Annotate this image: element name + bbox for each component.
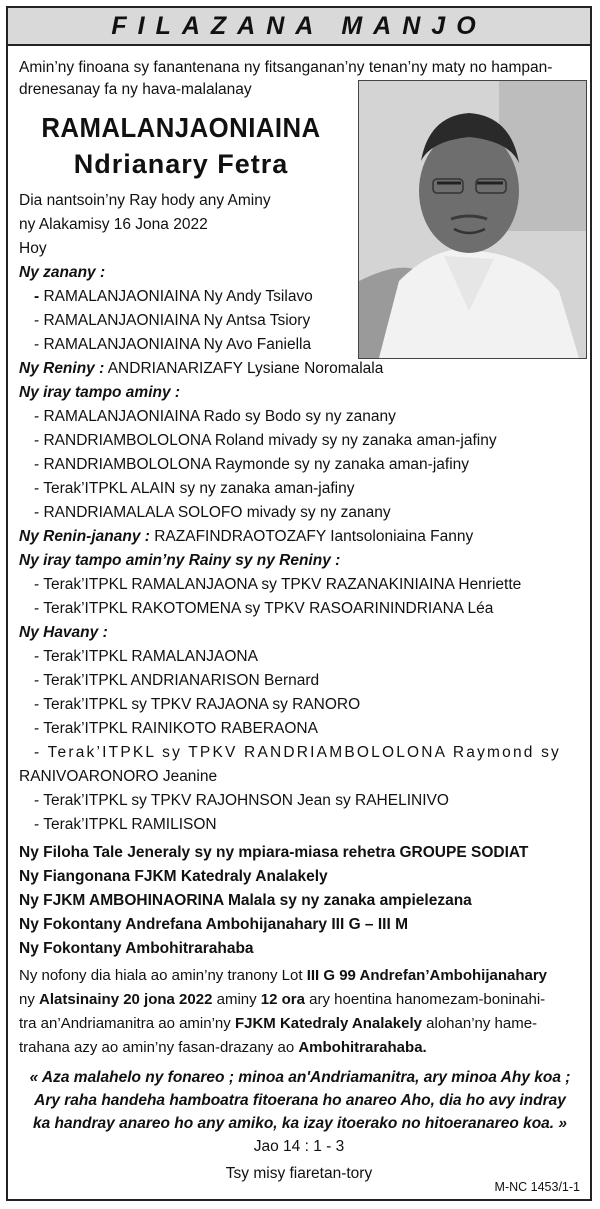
organization-line: Ny Fokontany Ambohitrarahaba xyxy=(19,940,254,957)
announcement-header: FILAZANA MANJO xyxy=(8,8,590,46)
bible-quote-line-2: Ary raha handeha hamboatra fitoerana ho anareo Aho, dia ho avy indray xyxy=(34,1092,566,1109)
sibling-item: - Terak’ITPKL ALAIN sy ny zanaka aman-jafiny xyxy=(34,480,355,497)
parents-sibling-item: - Terak’ITPKL RAKOTOMENA sy TPKV RASOARININDRIANA Léa xyxy=(34,600,494,617)
no-flowers-note: Tsy misy fiaretan-tory xyxy=(225,1165,373,1182)
funeral-line-2: ny Alatsinainy 20 jona 2022 aminy 12 ora ary hoentina hanomezam-boninahi- xyxy=(19,991,546,1008)
organization-line: Ny FJKM AMBOHINAORINA Malala sy ny zanaka ampielezana xyxy=(19,892,472,909)
bible-quote-line-3: ka handray anareo ho any amiko, ka izay itoerako no hitoeranareo koa. » xyxy=(32,1115,568,1132)
relative-item: - Terak’ITPKL ANDRIANARISON Bernard xyxy=(34,672,320,689)
sibling-item: - RANDRIAMBOLOLONA Roland mivady sy ny zanaka aman-jafiny xyxy=(34,432,497,449)
organization-line: Ny Fiangonana FJKM Katedraly Analakely xyxy=(19,868,328,885)
funeral-line-1: Ny nofony dia hiala ao amin’ny tranony Lot III G 99 Andrefan’Ambohijanahary xyxy=(19,967,548,984)
ad-code: M-NC 1453/1-1 xyxy=(494,1180,580,1194)
intro-line-2: drenesanay fa ny hava-malalanay xyxy=(19,81,252,98)
relative-item: - Terak’ITPKL RAINIKOTO RABERAONA xyxy=(34,720,318,737)
relative-item-continued: RANIVOARONORO Jeanine xyxy=(19,768,218,785)
sibling-item: - RAMALANJAONIAINA Rado sy Bodo sy ny zanany xyxy=(34,408,396,425)
relative-item: - Terak’ITPKL sy TPKV RAJOHNSON Jean sy RAHELINIVO xyxy=(34,792,449,809)
sibling-item: - RANDRIAMBOLOLONA Raymonde sy ny zanaka aman-jafiny xyxy=(34,456,470,473)
organization-line: Ny Fokontany Andrefana Ambohijanahary III G – III M xyxy=(19,916,408,933)
portrait-image xyxy=(359,81,586,358)
deceased-surname: RAMALANJAONIAINA xyxy=(41,112,321,143)
organization-line: Ny Filoha Tale Jeneraly sy ny mpiara-miasa rehetra GROUPE SODIAT xyxy=(19,844,529,861)
sibling-item: - RANDRIAMALALA SOLOFO mivady sy ny zanany xyxy=(34,504,391,521)
relative-item: - Terak’ITPKL sy TPKV RANDRIAMBOLOLONA Raymond sy xyxy=(34,744,562,761)
death-line-3: Hoy xyxy=(19,240,47,257)
funeral-line-3: tra an’Andriamanitra ao amin’ny FJKM Katedraly Analakely alohan’ny hame- xyxy=(19,1015,538,1032)
parents-sibling-item: - Terak’ITPKL RAMALANJAONA sy TPKV RAZANAKINIAINA Henriette xyxy=(34,576,522,593)
child-item: - RAMALANJAONIAINA Ny Andy Tsilavo xyxy=(34,288,313,305)
parents-siblings-label: Ny iray tampo amin’ny Rainy sy ny Reniny : xyxy=(19,552,341,569)
funeral-line-4: trahana azy ao amin’ny fasan-drazany ao Ambohitrarahaba. xyxy=(19,1039,427,1056)
relatives-label: Ny Havany : xyxy=(19,624,108,641)
intro-line-1: Amin’ny finoana sy fanantenana ny fitsanganan’ny tenan’ny maty no hampan- xyxy=(19,59,553,76)
bible-quote-line-1: « Aza malahelo ny fonareo ; minoa an'Andriamanitra, ary minoa Ahy koa ; xyxy=(29,1069,571,1086)
death-line-2: ny Alakamisy 16 Jona 2022 xyxy=(19,216,208,233)
children-mother-line: Ny Renin-janany : RAZAFINDRAOTOZAFY Iantsoloniaina Fanny xyxy=(19,528,474,545)
relative-item: - Terak’ITPKL RAMILISON xyxy=(34,816,217,833)
mother-line: Ny Reniny : ANDRIANARIZAFY Lysiane Noromalala xyxy=(19,360,384,377)
death-line-1: Dia nantsoin’ny Ray hody any Aminy xyxy=(19,192,271,209)
siblings-label: Ny iray tampo aminy : xyxy=(19,384,181,401)
child-item: - RAMALANJAONIAINA Ny Antsa Tsiory xyxy=(34,312,311,329)
deceased-photo xyxy=(358,80,587,359)
children-label: Ny zanany : xyxy=(19,264,106,281)
bible-reference: Jao 14 : 1 - 3 xyxy=(253,1138,345,1155)
relative-item: - Terak’ITPKL RAMALANJAONA xyxy=(34,648,258,665)
relative-item: - Terak’ITPKL sy TPKV RAJAONA sy RANORO xyxy=(34,696,361,713)
deceased-given-names: Ndrianary Fetra xyxy=(73,149,289,179)
child-item: - RAMALANJAONIAINA Ny Avo Faniella xyxy=(34,336,312,353)
